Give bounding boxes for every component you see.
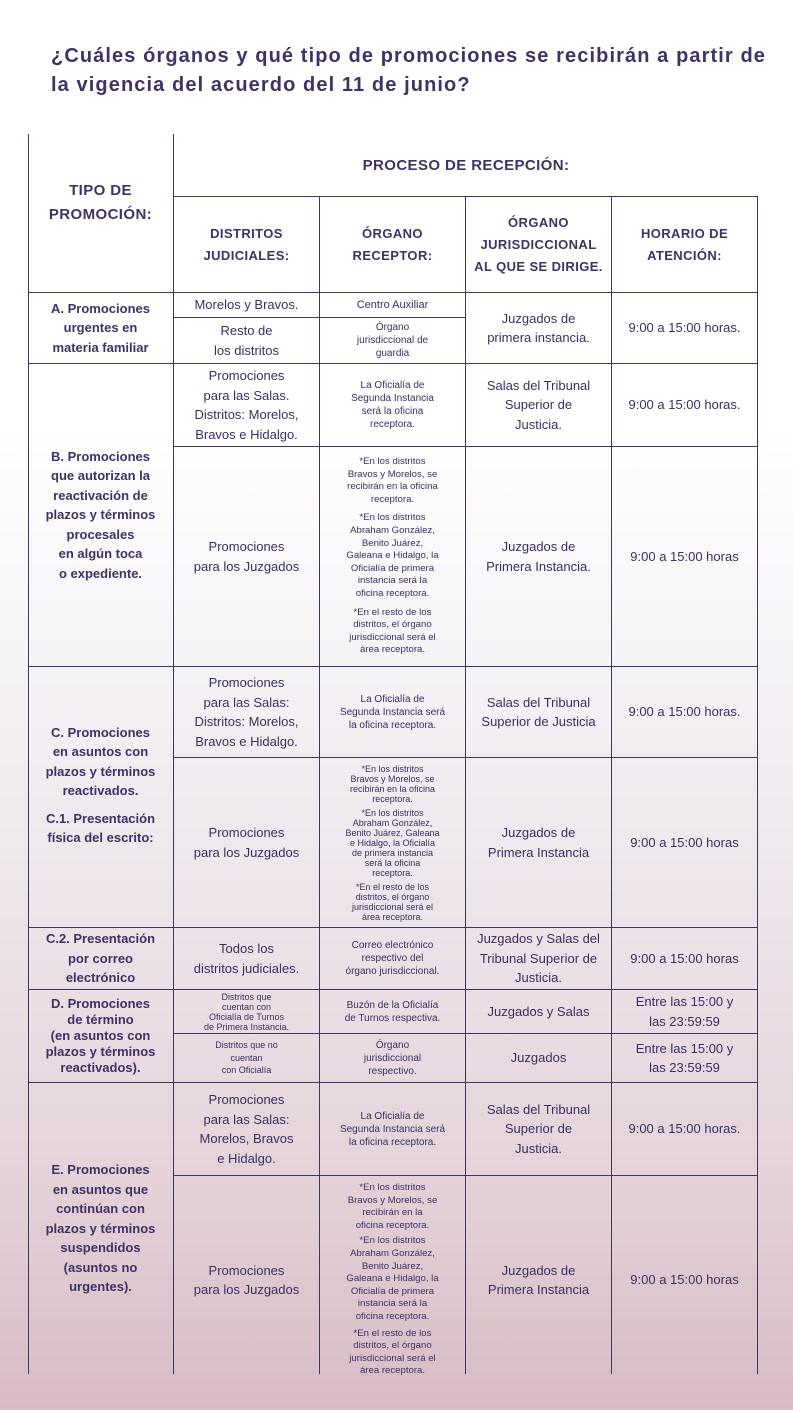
row-b-receptor-2 — [320, 447, 465, 666]
row-b-receptor-2-note-3: *En el resto de los distritos, el órgano jurisdiccional será el área receptora. — [349, 606, 436, 656]
row-d-distritos-1: Distritos que cuentan con Oficialía de Turnos de Primera Instancia. — [203, 991, 290, 1032]
row-e-label: E. Promociones en asuntos que continúan con plazos y términos suspendidos (asuntos no urgentes). — [45, 1162, 156, 1295]
row-b-jurisdiccional-1: Salas del Tribunal Superior de Justicia. — [486, 377, 591, 432]
row-e-receptor-2-note-1: *En los distritos Bravos y Morelos, se recibirán en la oficina receptora. — [347, 1182, 438, 1231]
row-c-receptor-2-note-2: *En los distritos Abraham González, Benito Juárez, Galeana e Hidalgo, la Oficialía de primera instancia será la oficina receptora. — [345, 807, 440, 878]
row-d-jurisdiccional-2: Juzgados — [510, 1050, 567, 1066]
row-e-distritos-1: Promociones para las Salas: Morelos, Bravos e Hidalgo. — [199, 1092, 294, 1166]
header-jurisdiccional: ÓRGANO JURISDICCIONAL AL QUE SE DIRIGE. — [474, 214, 603, 274]
row-e-horario-2: 9:00 a 15:00 horas — [630, 1272, 739, 1288]
table-border-right — [757, 196, 758, 1374]
row-e-jurisdiccional-1: Salas del Tribunal Superior de Justicia. — [486, 1101, 591, 1156]
row-c-receptor-2-note-3: *En el resto de los distritos, el órgano jurisdiccional será el área receptora. — [351, 881, 434, 922]
row-b-label: B. Promociones que autorizan la reactivación de plazos y términos procesales en algún toca o expediente. — [45, 448, 156, 581]
row-a-label: A. Promociones urgentes en materia familiar — [51, 300, 150, 355]
row-b-horario-2: 9:00 a 15:00 horas — [630, 548, 739, 564]
row-c-horario-2: 9:00 a 15:00 horas — [630, 834, 739, 850]
row-c2-horario: 9:00 a 15:00 horas — [630, 950, 739, 966]
row-c-sublabel: C.1. Presentación física del escrito: — [45, 810, 156, 845]
row-c-label: C. Promociones en asuntos con plazos y términos reactivados. C.1. Presentación física del escrito: — [28, 667, 173, 927]
row-b-jurisdiccional-2: Juzgados de Primera Instancia. — [486, 539, 591, 574]
row-b-receptor-2-note-2: *En los distritos Abraham González, Benito Juárez, Galeana e Hidalgo, la Oficialía de primera instancia será la oficina receptora. — [346, 512, 439, 599]
row-e-horario-1: 9:00 a 15:00 horas. — [628, 1121, 741, 1137]
row-c-horario-1: 9:00 a 15:00 horas. — [628, 704, 741, 720]
row-e-receptor-1: La Oficialía de Segunda Instancia será la oficina receptora. — [339, 1110, 446, 1148]
reception-table — [28, 134, 758, 1377]
row-c2-label: C.2. Presentación por correo electrónico — [45, 931, 156, 986]
header-horario: HORARIO DE ATENCIÓN: — [640, 225, 729, 263]
row-c-receptor-1: La Oficialía de Segunda Instancia será la oficina receptora. — [339, 693, 446, 731]
row-e-receptor-2-note-2: *En los distritos Abraham González, Benito Juárez, Galeana e Hidalgo, la Oficialía de primera instancia será la oficina receptora. — [346, 1235, 439, 1322]
row-c-receptor-2 — [320, 758, 465, 927]
row-b-distritos-1: Promociones para las Salas. Distritos: Morelos, Bravos e Hidalgo. — [194, 368, 299, 442]
row-d-jurisdiccional-1: Juzgados y Salas — [487, 1003, 590, 1019]
header-proceso: PROCESO DE RECEPCIÓN: — [362, 157, 570, 174]
header-receptor: ÓRGANO RECEPTOR: — [352, 225, 433, 263]
row-d-receptor-1: Buzón de la Oficialía de Turnos respectiva. — [344, 999, 441, 1024]
row-b-distritos-2: Promociones para los Juzgados — [193, 539, 300, 574]
row-d-horario-2: Entre las 15:00 y las 23:59:59 — [635, 1040, 734, 1075]
row-a-distritos-1: Morelos y Bravos. — [194, 297, 299, 313]
row-c-distritos-1: Promociones para las Salas: Distritos: Morelos, Bravos e Hidalgo. — [194, 675, 299, 749]
row-c-distritos-2: Promociones para los Juzgados — [193, 825, 300, 860]
row-b-horario-1: 9:00 a 15:00 horas. — [628, 397, 741, 413]
row-c-receptor-2-note-1: *En los distritos Bravos y Morelos, se recibirán en la oficina receptora. — [349, 763, 436, 804]
row-e-receptor-2 — [320, 1176, 465, 1384]
row-a-receptor-1: Centro Auxiliar — [356, 298, 429, 311]
row-d-label: D. Promociones de término (en asuntos con plazos y términos reactivados). — [45, 996, 156, 1075]
row-e-receptor-2-note-3: *En el resto de los distritos, el órgano jurisdiccional será el área receptora. — [349, 1327, 436, 1377]
row-a-receptor-2: Órgano jurisdiccional de guardia — [356, 322, 429, 359]
row-d-distritos-2: Distritos que no cuentan con Oficialía — [215, 1040, 278, 1076]
header-tipo: TIPO DE PROMOCIÓN: — [48, 182, 153, 223]
row-c-jurisdiccional-1: Salas del Tribunal Superior de Justicia — [481, 694, 596, 729]
row-a-jurisdiccional: Juzgados de primera instancia. — [487, 310, 590, 345]
row-c-jurisdiccional-2: Juzgados de Primera Instancia — [487, 825, 590, 860]
row-b-receptor-1: La Oficialía de Segunda Instancia será la oficina receptora. — [351, 380, 434, 430]
page-title: ¿Cuáles órganos y qué tipo de promociones se recibirán a partir de la vigencia del acuerdo del 11 de junio? — [51, 45, 766, 96]
row-b-receptor-2-note-1: *En los distritos Bravos y Morelos, se recibirán en la oficina receptora. — [347, 456, 438, 505]
row-e-distritos-2: Promociones para los Juzgados — [193, 1262, 300, 1297]
row-d-receptor-2: Órgano jurisdiccional respectivo. — [363, 1039, 422, 1077]
header-distritos: DISTRITOS JUDICIALES: — [203, 225, 290, 263]
row-c2-distritos: Todos los distritos judiciales. — [193, 941, 300, 976]
row-e-jurisdiccional-2: Juzgados de Primera Instancia — [487, 1262, 590, 1297]
row-a-distritos-2: Resto de los distritos — [213, 323, 280, 358]
row-d-horario-1: Entre las 15:00 y las 23:59:59 — [635, 994, 734, 1029]
row-a-horario: 9:00 a 15:00 horas. — [628, 320, 741, 336]
row-c2-jurisdiccional: Juzgados y Salas del Tribunal Superior de Justicia. — [477, 931, 600, 986]
row-c2-receptor: Correo electrónico respectivo del órgano jurisdiccional. — [345, 940, 440, 977]
